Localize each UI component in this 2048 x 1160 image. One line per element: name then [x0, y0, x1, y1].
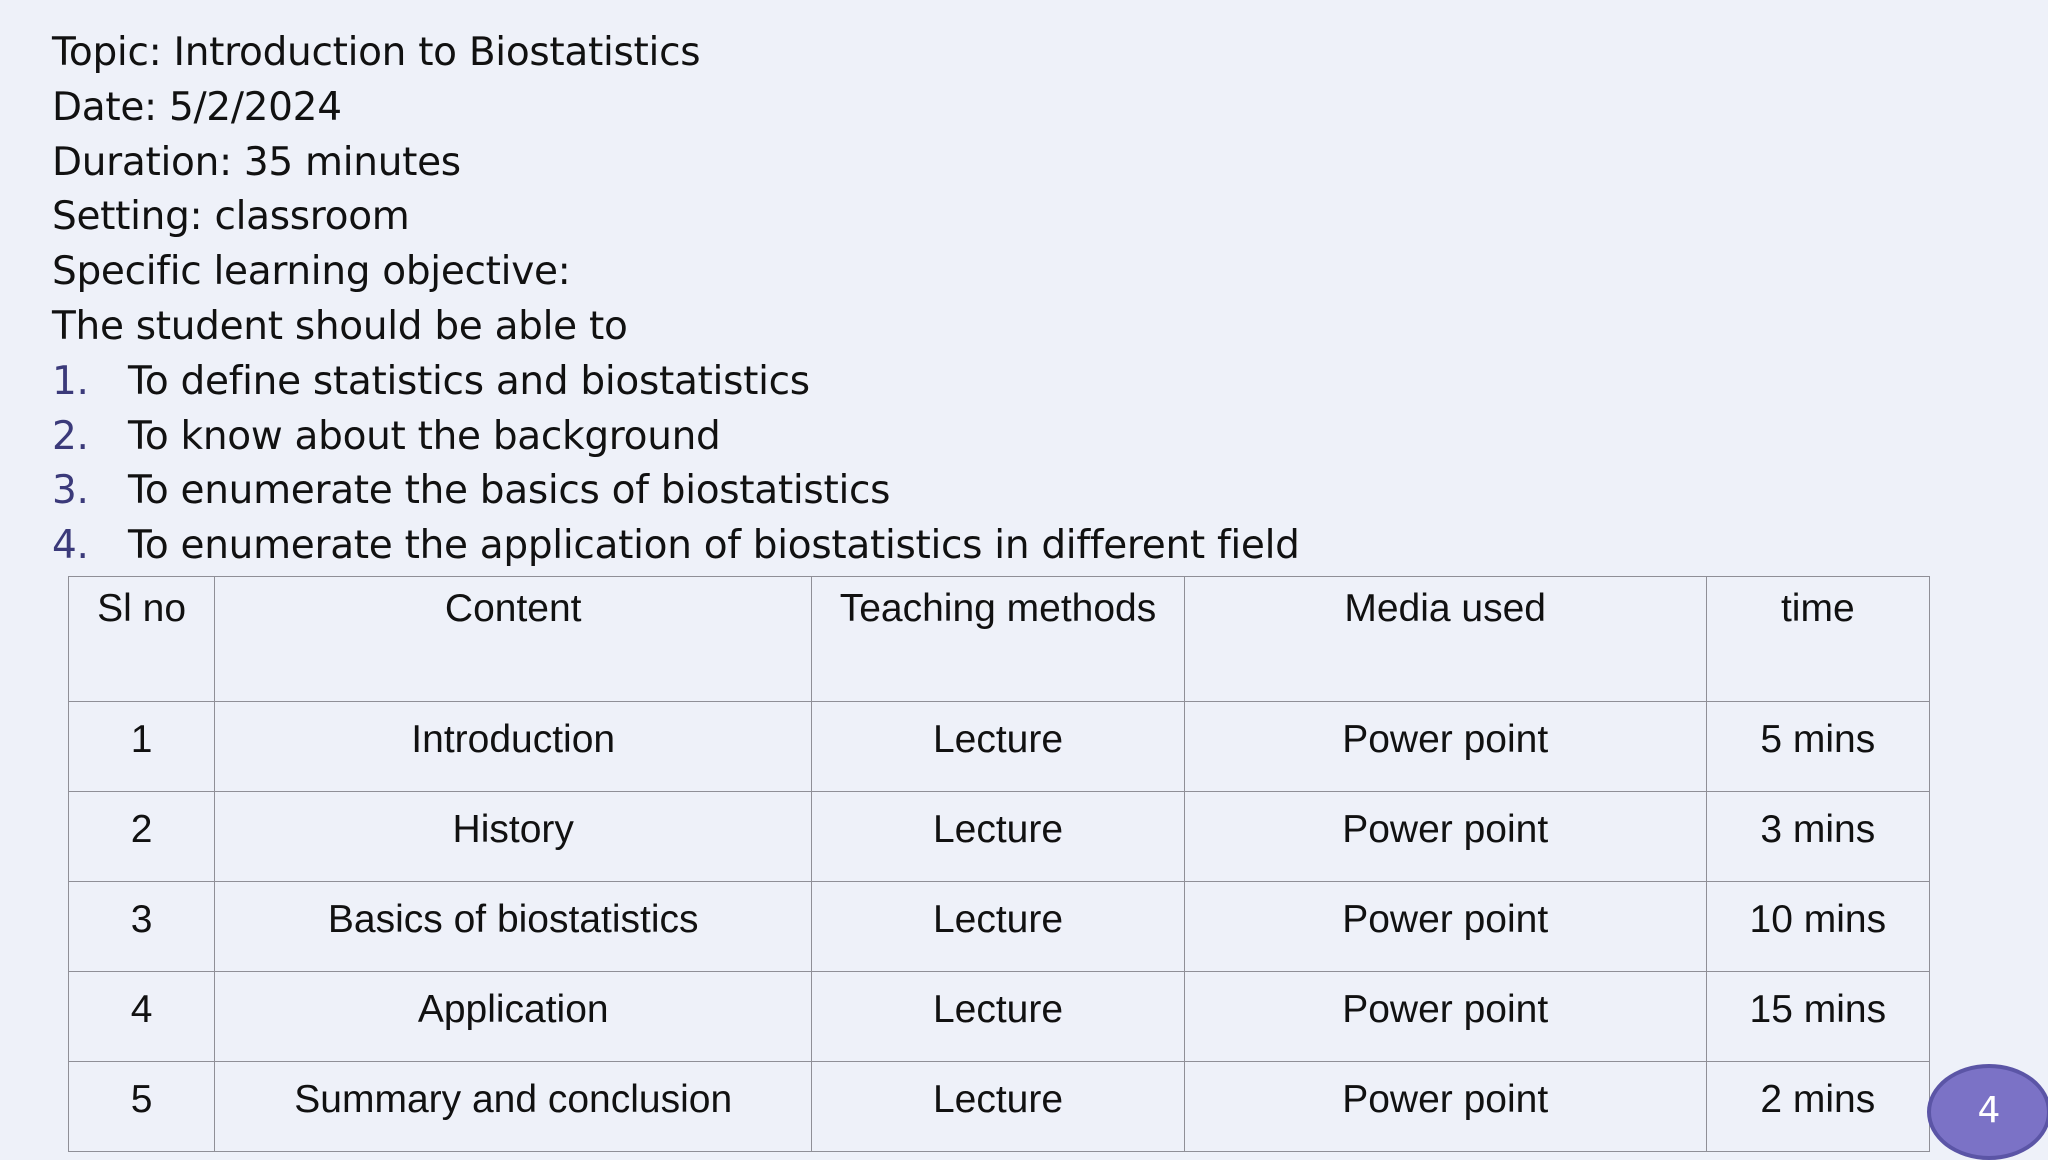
cell-teaching-method: Lecture [812, 972, 1185, 1062]
objective-number: 2. [52, 413, 89, 459]
cell-media: Power point [1184, 702, 1706, 792]
cell-media: Power point [1184, 972, 1706, 1062]
header-teaching-methods: Teaching methods [812, 577, 1185, 702]
duration-line: Duration: 35 minutes [52, 139, 461, 185]
objective-item [52, 355, 1300, 410]
table-row [69, 702, 1930, 792]
cell-content: Basics of biostatistics [215, 882, 812, 972]
table-row [69, 972, 1930, 1062]
cell-sl-no: 5 [69, 1062, 215, 1152]
cell-sl-no: 3 [69, 882, 215, 972]
cell-time: 2 mins [1706, 1062, 1929, 1152]
table-header-row [69, 577, 1930, 702]
page-number: 4 [1977, 1090, 2001, 1131]
cell-time: 15 mins [1706, 972, 1929, 1062]
objective-number: 1. [52, 358, 89, 404]
header-time: time [1706, 577, 1929, 702]
cell-sl-no: 2 [69, 792, 215, 882]
objective-intro: The student should be able to [52, 303, 628, 349]
cell-media: Power point [1184, 792, 1706, 882]
objective-heading: Specific learning objective: [52, 249, 571, 295]
header-content: Content [215, 577, 812, 702]
table-row [69, 882, 1930, 972]
lesson-info [52, 26, 1300, 574]
cell-content: Summary and conclusion [215, 1062, 812, 1152]
page-number-badge [1927, 1064, 2048, 1160]
cell-sl-no: 4 [69, 972, 215, 1062]
cell-teaching-method: Lecture [812, 882, 1185, 972]
cell-teaching-method: Lecture [812, 702, 1185, 792]
topic-line: Topic: Introduction to Biostatistics [52, 30, 701, 75]
objective-text: To enumerate the basics of biostatistics [128, 468, 891, 514]
objective-item [52, 464, 1300, 519]
objective-number: 4. [52, 523, 89, 569]
objective-text: To enumerate the application of biostatistics in different field [128, 523, 1300, 569]
cell-sl-no: 1 [69, 702, 215, 792]
header-sl-no: Sl no [69, 577, 215, 702]
cell-time: 3 mins [1706, 792, 1929, 882]
objective-text: To define statistics and biostatistics [128, 358, 810, 404]
cell-content: Application [215, 972, 812, 1062]
cell-content: Introduction [215, 702, 812, 792]
cell-teaching-method: Lecture [812, 792, 1185, 882]
cell-time: 10 mins [1706, 882, 1929, 972]
objective-text: To know about the background [128, 413, 721, 459]
objectives-list [52, 355, 1300, 574]
cell-media: Power point [1184, 882, 1706, 972]
header-media-used: Media used [1184, 577, 1706, 702]
cell-content: History [215, 792, 812, 882]
date-line: Date: 5/2/2024 [52, 84, 342, 130]
cell-media: Power point [1184, 1062, 1706, 1152]
table-row [69, 1062, 1930, 1152]
cell-teaching-method: Lecture [812, 1062, 1185, 1152]
lesson-plan-table [68, 576, 1930, 1152]
objective-item [52, 410, 1300, 465]
setting-line: Setting: classroom [52, 194, 410, 240]
cell-time: 5 mins [1706, 702, 1929, 792]
objective-number: 3. [52, 468, 89, 514]
objective-item [52, 519, 1300, 574]
table-row [69, 792, 1930, 882]
